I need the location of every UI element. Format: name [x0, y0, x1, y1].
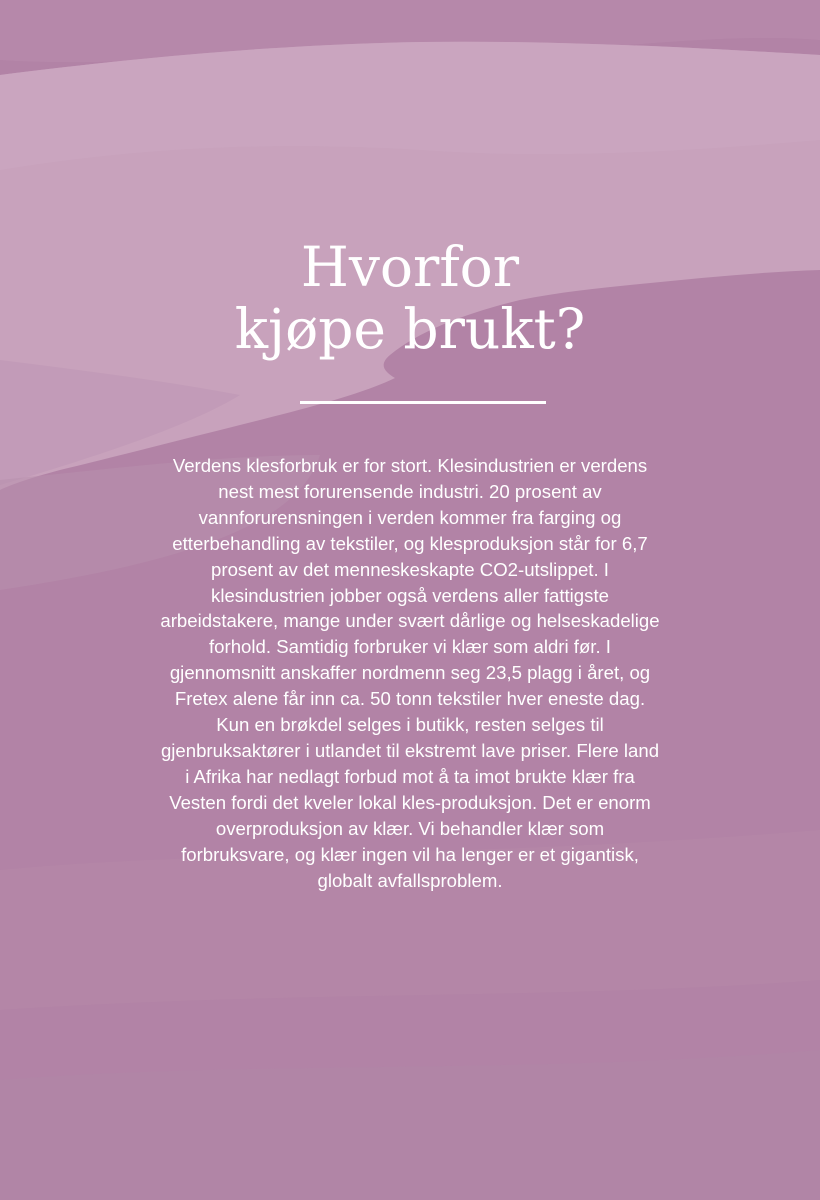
title-divider: [300, 401, 546, 404]
body-paragraph: Verdens klesforbruk er for stort. Klesindustrien er verdens nest mest forurensende industri. 20 prosent av vannforurensningen i verden kommer fra farging og etterbehandling av tekstiler, og klesproduksjon står for 6,7 prosent av det menneskeskapte CO2-utslippet. I klesindustrien jobber også verdens aller fattigste arbeidstakere, mange under svært dårlige og helseskadelige forhold. Samtidig forbruker vi klær som aldri før. I gjennomsnitt anskaffer nordmenn seg 23,5 plagg i året, og Fretex alene får inn ca. 50 tonn tekstiler hver eneste dag. Kun en brøkdel selges i butikk, resten selges til gjenbruksaktører i utlandet til ekstremt lave priser. Flere land i Afrika har nedlagt forbud mot å ta imot brukte klær fra Vesten fordi det kveler lokal kles-produksjon. Det er enorm overproduksjon av klær. Vi behandler klær som forbruksvare, og klær ingen vil ha lenger er et gigantisk, globalt avfallsproblem.: [160, 455, 660, 891]
page-title: [0, 236, 820, 360]
title-line-2: kjøpe brukt?: [234, 297, 586, 361]
title-line-1: Hvorfor: [300, 235, 520, 299]
